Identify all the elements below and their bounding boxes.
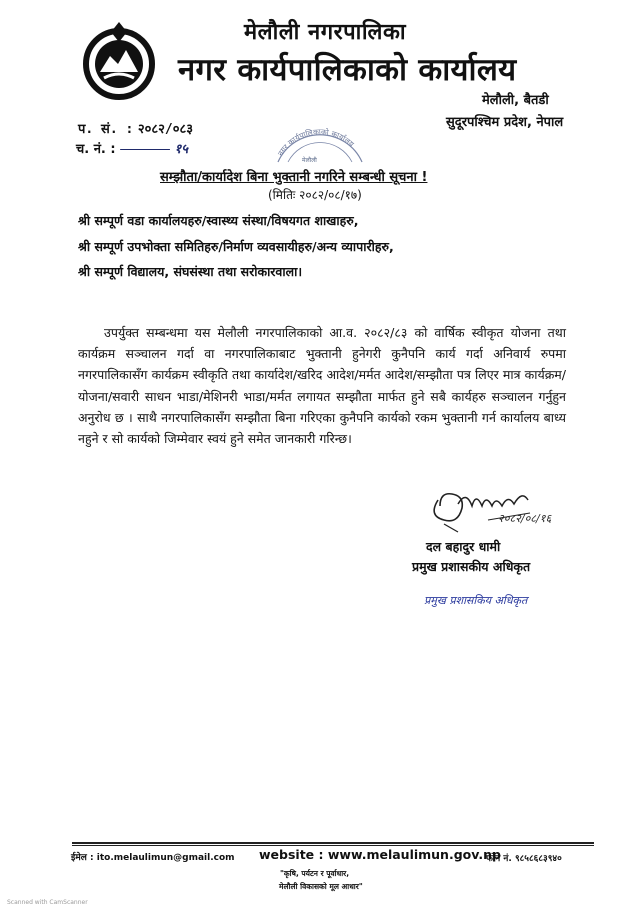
- signatory-name: दल बहादुर धामी: [426, 539, 501, 554]
- dispatch-number: [76, 139, 188, 157]
- footer-motto-line-2: मेलौली विकासको मूल आधार": [279, 882, 363, 891]
- address-line-2: सुदूरपश्चिम प्रदेश, नेपाल: [446, 115, 564, 130]
- cn-label: च. नं. :: [76, 142, 116, 157]
- signatory-title: प्रमुख प्रशासकीय अधिकृत: [412, 559, 531, 574]
- office-name: नगर कार्यपालिकाको कार्यालय: [178, 52, 517, 88]
- scanner-watermark: Scanned with CamScanner: [7, 899, 88, 906]
- municipality-name: मेलौली नगरपालिका: [244, 20, 407, 45]
- notice-title: सम्झौता/कार्यादेश बिना भुक्तानी नगरिने सम्बन्धी सूचना !: [160, 170, 428, 185]
- notice-body: उपर्युक्त सम्बन्धमा यस मेलौली नगरपालिकाको आ.व. २०८२/८३ को वार्षिक स्वीकृत योजना तथा कार्यक्रम सञ्चालन गर्दा वा नगरपालिकाबाट भुक्तानी हुनेगरी कुनैपनि कार्य गर्दा अनिवार्य रुपमा नगरपालिकासँग कार्यक्रम स्वीकृति तथा कार्यादेश/खरिद आदेश/मर्मत आदेश/सम्झौता पत्र लिएर मात्र कार्यक्रम/योजना/सवारी साधन भाडा/मेशिनरी भाडा/मर्मत लगायत सम्झौता मार्फत हुने सबै कार्यहरु सञ्चालन गर्नुहुन अनुरोध छ । साथै नगरपालिकासँग सम्झौता बिना गरिएका कुनैपनि कार्यको रकम भुक्तानी गर्न कार्यालय बाध्य नहुने र सो कार्यको जिम्मेवार स्वयं हुने समेत जानकारी गरिन्छ।: [78, 325, 566, 447]
- footer-email: ईमेल : ito.melaulimun@gmail.com: [71, 853, 235, 863]
- cn-handwritten-strike: [120, 142, 170, 157]
- stamp-sub-text: मेलौली: [302, 157, 317, 164]
- recipient-line-1: श्री सम्पूर्ण वडा कार्यालयहरु/स्वास्थ्य संस्था/विषयगत शाखाहरु,: [78, 213, 359, 228]
- address-line-1: मेलौली, बैतडी: [482, 93, 549, 108]
- footer-website: website : www.melaulimun.gov.np: [259, 847, 501, 862]
- footer-divider-thin: [72, 845, 594, 846]
- designation-stamp: प्रमुख प्रशासकिय अधिकृत: [424, 594, 528, 607]
- signature-date: २०८२/०८/१६: [498, 512, 552, 525]
- footer-divider: [72, 842, 594, 844]
- handwritten-signature: [418, 480, 568, 538]
- stamp-text: नगर कार्यपालिकाको कार्यालय: [275, 127, 356, 158]
- office-stamp-icon: [270, 98, 370, 170]
- recipient-line-3: श्री सम्पूर्ण विद्यालय, संघसंस्था तथा सरोकारवाला।: [78, 264, 303, 279]
- footer-motto-line-1: "कृषि, पर्यटन र पूर्वाधार,: [280, 869, 350, 878]
- cn-value: १५: [174, 142, 188, 157]
- reference-number: [78, 119, 193, 137]
- footer-phone: फोन नं. ९८५८६८३९४०: [486, 854, 562, 864]
- municipality-emblem: [74, 14, 164, 102]
- ps-value: २०८२/०८३: [137, 122, 193, 137]
- ps-label: प. सं. :: [78, 122, 134, 137]
- recipient-line-2: श्री सम्पूर्ण उपभोक्ता समितिहरु/निर्माण व्यवसायीहरु/अन्य व्यापारीहरु,: [78, 239, 394, 254]
- notice-date: (मितिः २०८२/०८/१७): [268, 188, 362, 202]
